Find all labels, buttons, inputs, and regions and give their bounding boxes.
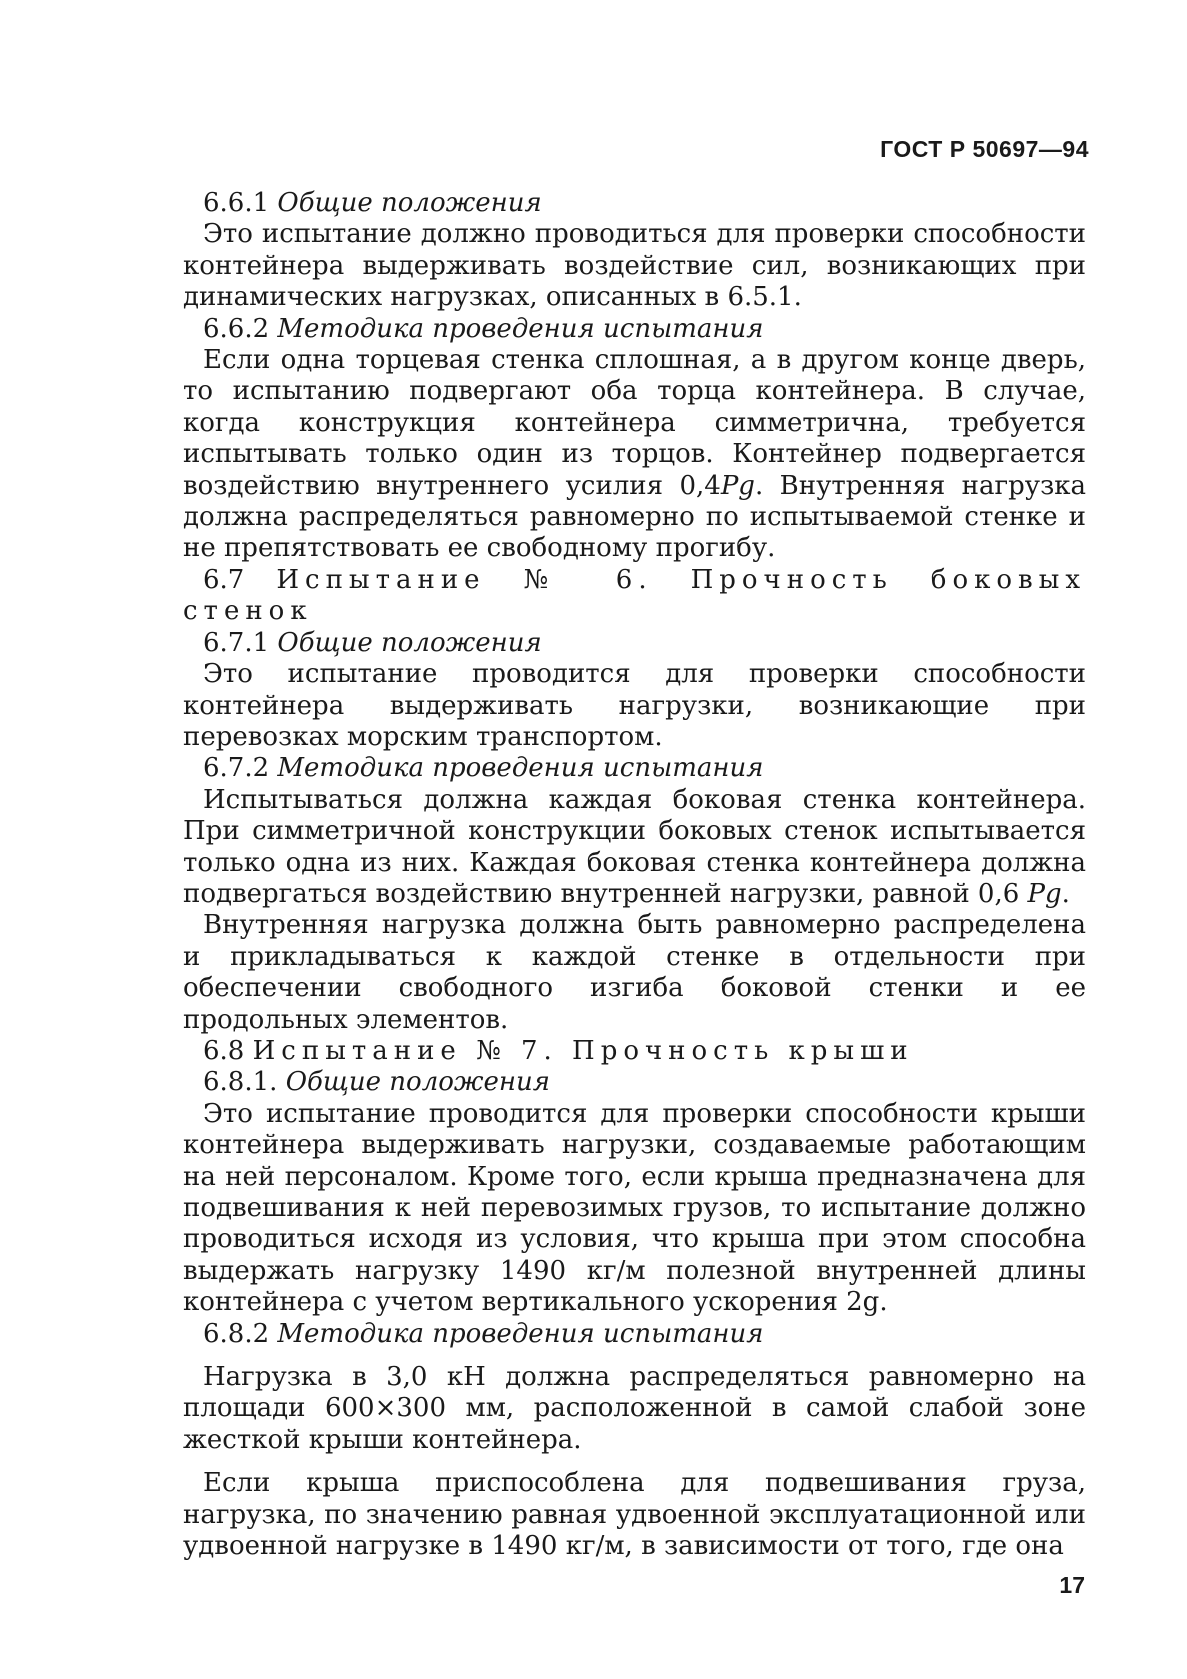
section-title: Общие положения: [277, 627, 542, 658]
section-heading-6-7: [183, 565, 1086, 628]
section-heading-6-6-1: [183, 188, 1086, 219]
paragraph: [183, 785, 1086, 911]
paragraph: Внутренняя нагрузка должна быть равномерно распределена и прикладываться к каждой стенке в отдельности при обеспечении свободного изгиба боковой стенки и ее продольных элементов.: [183, 910, 1086, 1035]
formula: Pg: [720, 470, 755, 501]
section-number: 6.7.1: [203, 627, 270, 658]
section-title: Общие положения: [277, 188, 542, 218]
section-number: 6.8.1.: [203, 1067, 278, 1098]
paragraph: Если крыша приспособлена для подвешивания груза, нагрузка, по значению равная удвоенной эксплуатационной или удвоенной нагрузке в 1490 кг/м, в зависимости от того, где она: [183, 1468, 1086, 1562]
document-body: [183, 188, 1086, 1562]
paragraph-text: Испытываться должна каждая боковая стенка контейнера. При симметричной конструкции боковых стенок испытывается только одна из них. Каждая боковая стенка контейнера должна подвергаться воздействию внутренней нагрузки, равной 0,6: [183, 784, 1086, 909]
paragraph-text: .: [1061, 878, 1070, 909]
document-code: ГОСТ Р 50697—94: [880, 136, 1089, 162]
paragraph-text: . Внутренняя нагрузка должна распределяться равномерно по испытываемой стенке и не препятствовать ее свободному прогибу.: [183, 470, 1087, 564]
section-number: 6.6.1: [203, 188, 270, 218]
section-number: 6.7: [203, 564, 245, 595]
formula: Pg: [1027, 878, 1062, 909]
section-title: Методика проведения испытания: [277, 1318, 764, 1349]
section-number: 6.7.2: [203, 753, 270, 784]
section-number: 6.6.2: [203, 313, 270, 344]
paragraph: [183, 345, 1086, 565]
page-number: 17: [1059, 1572, 1085, 1598]
section-heading-6-8-2: [183, 1319, 1086, 1350]
section-number: 6.8: [203, 1035, 245, 1066]
paragraph-text: Если одна торцевая стенка сплошная, а в другом конце дверь, то испытанию подвергают оба торца контейнера. В случае, когда конструкция контейнера симметрична, требуется испытывать только один из торцов. Контейнер подвергается воздействию внутреннего усилия 0,4: [183, 345, 1086, 501]
section-title: Испытание № 6. Прочность боковых стенок: [183, 564, 1087, 627]
paragraph: Это испытание должно проводиться для проверки способности контейнера выдерживать воздействие сил, возникающих при динамических нагрузках, описанных в 6.5.1.: [183, 219, 1086, 313]
section-heading-6-7-2: [183, 753, 1086, 784]
paragraph: Нагрузка в 3,0 кН должна распределяться равномерно на площади 600×300 мм, расположенной в самой слабой зоне жесткой крыши контейнера.: [183, 1362, 1086, 1455]
section-heading-6-8-1: [183, 1067, 1086, 1098]
section-heading-6-7-1: [183, 628, 1086, 659]
section-heading-6-8: [183, 1036, 1086, 1067]
section-number: 6.8.2: [203, 1318, 270, 1349]
paragraph: Это испытание проводится для проверки способности контейнера выдерживать нагрузки, возникающие при перевозках морским транспортом.: [183, 659, 1086, 752]
section-title: Методика проведения испытания: [277, 313, 764, 344]
section-title: Методика проведения испытания: [277, 753, 764, 784]
section-heading-6-6-2: [183, 314, 1086, 345]
section-title: Общие положения: [285, 1067, 550, 1098]
section-title: Испытание № 7. Прочность крыши: [252, 1035, 914, 1066]
paragraph: Это испытание проводится для проверки способности крыши контейнера выдерживать нагрузки, создаваемые работающим на ней персоналом. Кроме того, если крыша предназначена для подвешивания к ней перевозимых грузов, то испытание должно проводиться исходя из условия, что крыша при этом способна выдержать нагрузку 1490 кг/м полезной внутренней длины контейнера с учетом вертикального ускорения 2g.: [183, 1098, 1086, 1318]
